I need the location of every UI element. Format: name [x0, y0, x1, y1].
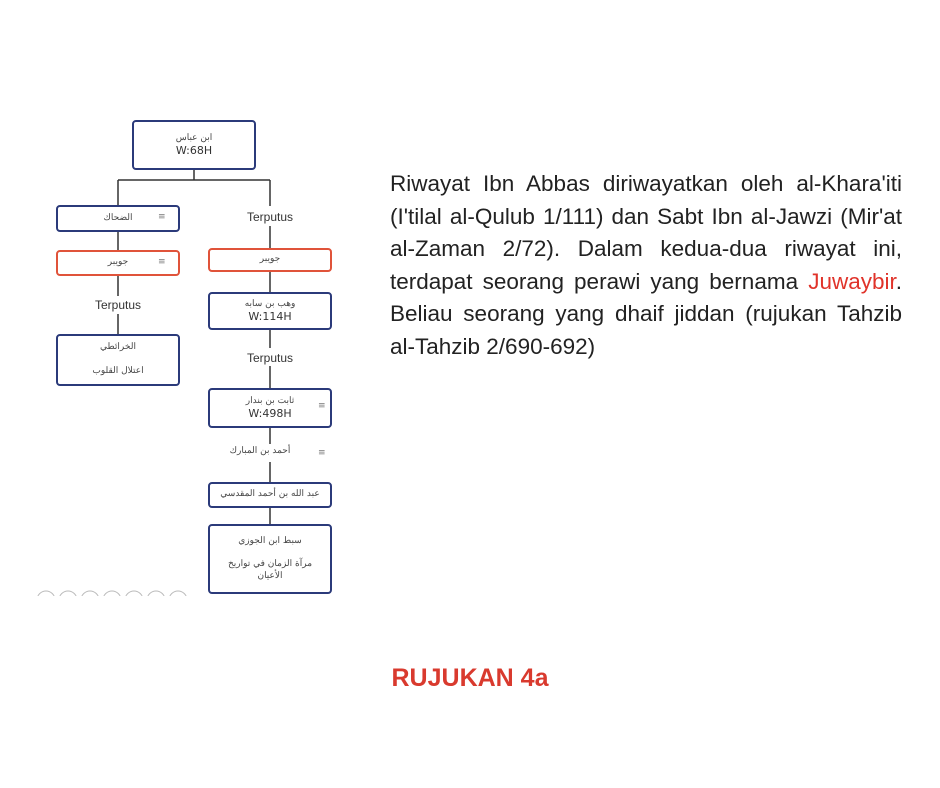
root-death: W:68H	[175, 143, 213, 157]
left-node-3	[56, 334, 180, 386]
right-node-2-name: وهب بن سابه	[244, 298, 296, 309]
right-node-3-death: W:498H	[248, 406, 292, 420]
paragraph-text-before: Riwayat Ibn Abbas diriwayatkan oleh al-Khara'iti (I'tilal al-Qulub 1/111) dan Sabt Ibn al-Jawzi (Mir'at al-Zaman 2/72). Dalam kedua-dua riwayat ini, terdapat seorang perawi yang bernama	[390, 171, 902, 294]
right-node-3	[208, 388, 332, 428]
right-node-2	[208, 292, 332, 330]
right-node-6	[208, 524, 332, 594]
left-node-3-author: الخرائطي	[100, 342, 136, 353]
right-node-2-death: W:114H	[248, 309, 292, 323]
description-paragraph	[390, 168, 902, 363]
right-node-6-author: سبط ابن الجوزي	[238, 536, 302, 547]
menu-icon: ≡	[318, 448, 326, 458]
left-node-3-book: اعتلال القلوب	[92, 366, 144, 377]
left-gap-label: Terputus	[94, 298, 142, 312]
reference-label: RUJUKAN 4a	[391, 664, 549, 692]
right-node-4: أحمد بن المبارك	[229, 446, 291, 456]
root-node	[132, 120, 256, 170]
right-node-1	[208, 248, 332, 272]
left-node-2-name: جويبر	[107, 257, 129, 268]
menu-icon: ≡	[158, 257, 166, 267]
right-node-5	[208, 482, 332, 508]
right-node-1-name: جويبر	[259, 254, 281, 265]
right-gap-label-2: Terputus	[246, 351, 294, 365]
right-node-6-book: مرآة الزمان في تواريخ الأعيان	[227, 559, 313, 581]
paragraph-text-after: . Beliau seorang yang dhaif jiddan (rujukan Tahzib al-Tahzib 2/690-692)	[390, 268, 902, 359]
root-name: ابن عباس	[175, 132, 213, 143]
right-node-5-name: عبد الله بن أحمد المقدسي	[220, 489, 320, 500]
left-node-1-name: الضحاك	[103, 212, 133, 223]
right-gap-label-1: Terputus	[246, 210, 294, 224]
highlighted-narrator: Juwaybir	[808, 268, 896, 294]
menu-icon: ≡	[318, 401, 326, 411]
right-node-3-name: ثابت بن بندار	[245, 395, 295, 406]
menu-icon: ≡	[158, 212, 166, 222]
